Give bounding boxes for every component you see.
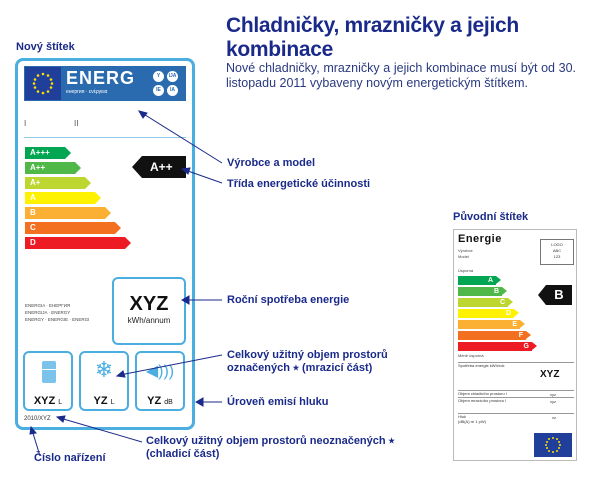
logo-line: LOGO (551, 242, 563, 247)
old-class-bar: C (458, 298, 508, 307)
freezer-volume-value: YZ (93, 395, 108, 407)
old-frozen-label: Objem mrazicího prostoru l (458, 398, 507, 403)
old-eu-flag-icon (534, 433, 572, 457)
old-consumption-value: XYZ (540, 369, 560, 380)
freezer-volume-unit: L (110, 399, 115, 406)
fridge-volume-unit: L (58, 399, 63, 406)
energ-subtitle: енергия · ενέργεια (66, 89, 108, 95)
old-energy-label (453, 229, 577, 461)
old-noise-row (458, 413, 574, 424)
old-label-title: Energie (458, 233, 502, 245)
annotation-frozen-volume (227, 349, 388, 375)
class-bar-label: D (30, 238, 36, 247)
energ-word: ENERG (66, 68, 136, 88)
annual-consumption-value: XYZ (129, 293, 169, 315)
class-bar-label: B (30, 208, 36, 217)
old-current-class-arrow: B (546, 285, 572, 305)
old-class-bar: D (458, 309, 514, 318)
model-field: II (74, 119, 79, 128)
annotation-frozen-line: Celkový užitný objem prostorů (227, 349, 388, 361)
annotation-noise: Úroveň emisí hluku (227, 396, 329, 408)
old-class-bar: E (458, 320, 520, 329)
lang-circle: IA (167, 85, 178, 96)
noise-value: YZ (147, 395, 162, 407)
annotation-regulation: Číslo nařízení (34, 452, 106, 464)
old-class-bar: A (458, 276, 496, 285)
annotation-fresh-volume (146, 435, 395, 461)
class-bar-label: A+ (30, 178, 41, 187)
logo-line: ABC (552, 248, 562, 253)
annotation-maker: Výrobce a model (227, 157, 316, 169)
old-noise-value: xz (552, 415, 556, 420)
old-inefficient-label: Méně úsporná (458, 353, 484, 358)
current-class-arrow: A++ (142, 156, 186, 178)
old-class-bar: G (458, 342, 532, 351)
intro-text: Nové chladničky, mrazničky a jejich kombinace musí být od 30. listopadu 2011 vybaveny novým energetickým štítkem. (226, 61, 576, 90)
old-fresh-value: xyz (550, 392, 556, 397)
old-fresh-row (458, 390, 574, 396)
logo-line: 123 (553, 254, 561, 259)
old-label-heading: Původní štítek (453, 211, 529, 223)
energy-text-line: ENERGIJA · ENERGY (25, 310, 71, 315)
fridge-volume-value: XYZ (33, 395, 56, 407)
new-label-heading: Nový štítek (16, 41, 75, 53)
class-bar-label: A (30, 193, 36, 202)
old-fresh-label: Objem chladicího prostoru l (458, 391, 507, 396)
old-class-bar: B (458, 287, 502, 296)
class-bar-label: A+++ (30, 148, 50, 157)
energy-text-line: ENERGIA · ЕНЕРГИЯ (25, 303, 71, 308)
old-maker: Výrobce (458, 248, 473, 253)
old-frozen-value: xyz (550, 399, 556, 404)
page-title: Chladničky, mrazničky a jejich kombinace (226, 14, 519, 61)
annotation-fresh-line: Celkový užitný objem prostorů neoznačených ⭑ (146, 435, 395, 447)
snowflake-icon: ❄ (94, 357, 114, 382)
lang-circle: IE (153, 85, 164, 96)
regulation-number: 2010/XYZ (24, 416, 51, 422)
noise-unit: dB (164, 399, 173, 406)
old-frozen-row (458, 397, 574, 403)
old-efficient-label: Úsporná (458, 268, 474, 273)
class-bar-label: C (30, 223, 36, 232)
lang-circle: IJA (167, 71, 178, 82)
old-noise-sub: (dB(A) re 1 pW) (458, 419, 487, 424)
energy-text-line: ENERGY · ENERGIE · ENERGI (25, 317, 90, 322)
annual-consumption-unit: kWh/annum (127, 316, 171, 325)
lang-circle: Y (153, 71, 164, 82)
speaker-icon: ◀))) (145, 363, 175, 380)
maker-field: I (24, 119, 27, 128)
class-bar-label: A++ (30, 163, 46, 172)
old-consumption-label: Spotřeba energie kWh/rok (458, 363, 505, 368)
annotation-annual: Roční spotřeba energie (227, 294, 350, 306)
annotation-fresh-line: (chladicí část) (146, 448, 220, 460)
old-class-bar: F (458, 331, 526, 340)
annotation-frozen-line: označených ⭑ (mrazicí část) (227, 362, 373, 374)
annotation-energy-class: Třída energetické účinnosti (227, 178, 371, 190)
old-model: Model (458, 254, 469, 259)
old-noise-label: Hluk (458, 414, 467, 419)
logo-placeholder (540, 239, 574, 265)
